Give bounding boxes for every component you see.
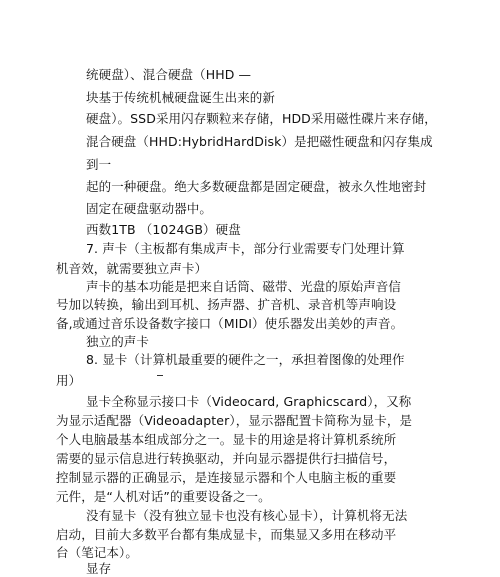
text-line: 元件，是“人机对话”的重要设备之一。 bbox=[56, 489, 271, 504]
text-line: 独立的声卡 bbox=[86, 334, 150, 349]
text-line: 起的一种硬盘。绝大多数硬盘都是固定硬盘，被永久性地密封 bbox=[86, 179, 427, 194]
text-line: 到一 bbox=[86, 157, 112, 172]
text-line: 需要的显示信息进行转换驱动，并向显示器提供行扫描信号， bbox=[56, 451, 397, 466]
text-line: 硬盘）。SSD采用闪存颗粒来存储，HDD采用磁性碟片来存储， bbox=[86, 111, 437, 126]
text-line: 号加以转换，输出到耳机、扬声器、扩音机、录音机等声响设 bbox=[56, 297, 397, 312]
text-line: 启动，目前大多数平台都有集成显卡，而集显又多用在移动平 bbox=[56, 527, 397, 542]
text-line: 备,或通过音乐设备数字接口（MIDI）使乐器发出美妙的声音。 bbox=[56, 316, 404, 331]
text-line: 块基于传统机械硬盘诞生出来的新 bbox=[86, 90, 276, 105]
text-line: 用） bbox=[56, 373, 82, 388]
section-heading: 7. 声卡（主板都有集成声卡，部分行业需要专门处理计算 bbox=[86, 241, 405, 256]
stray-mark bbox=[157, 375, 163, 376]
text-line: 西数1TB （1024GB）硬盘 bbox=[86, 222, 241, 237]
text-line: 显存 bbox=[86, 561, 112, 576]
text-line: 统硬盘）、混合硬盘（HHD — bbox=[86, 67, 252, 82]
text-line: 混合硬盘（HHD:HybridHardDisk）是把磁性硬盘和闪存集成 bbox=[86, 134, 433, 149]
text-line: 机音效，就需要独立声卡） bbox=[56, 261, 208, 276]
text-line: 固定在硬盘驱动器中。 bbox=[86, 201, 213, 216]
text-line: 为显示适配器（Videoadapter），显示器配置卡简称为显卡，是 bbox=[56, 413, 413, 428]
text-line: 个人电脑最基本组成部分之一。显卡的用途是将计算机系统所 bbox=[56, 432, 397, 447]
text-line: 显卡全称显示接口卡（Videocard, Graphicscard），又称 bbox=[86, 394, 412, 409]
text-line: 控制显示器的正确显示，是连接显示器和个人电脑主板的重要 bbox=[56, 470, 397, 485]
text-line: 台（笔记本）。 bbox=[56, 545, 138, 560]
section-heading: 8. 显卡（计算机最重要的硬件之一，承担着图像的处理作 bbox=[86, 352, 405, 367]
text-line: 没有显卡（没有独立显卡也没有核心显卡），计算机将无法 bbox=[86, 508, 408, 523]
text-line: 声卡的基本功能是把来自话筒、磁带、光盘的原始声音信 bbox=[86, 279, 402, 294]
